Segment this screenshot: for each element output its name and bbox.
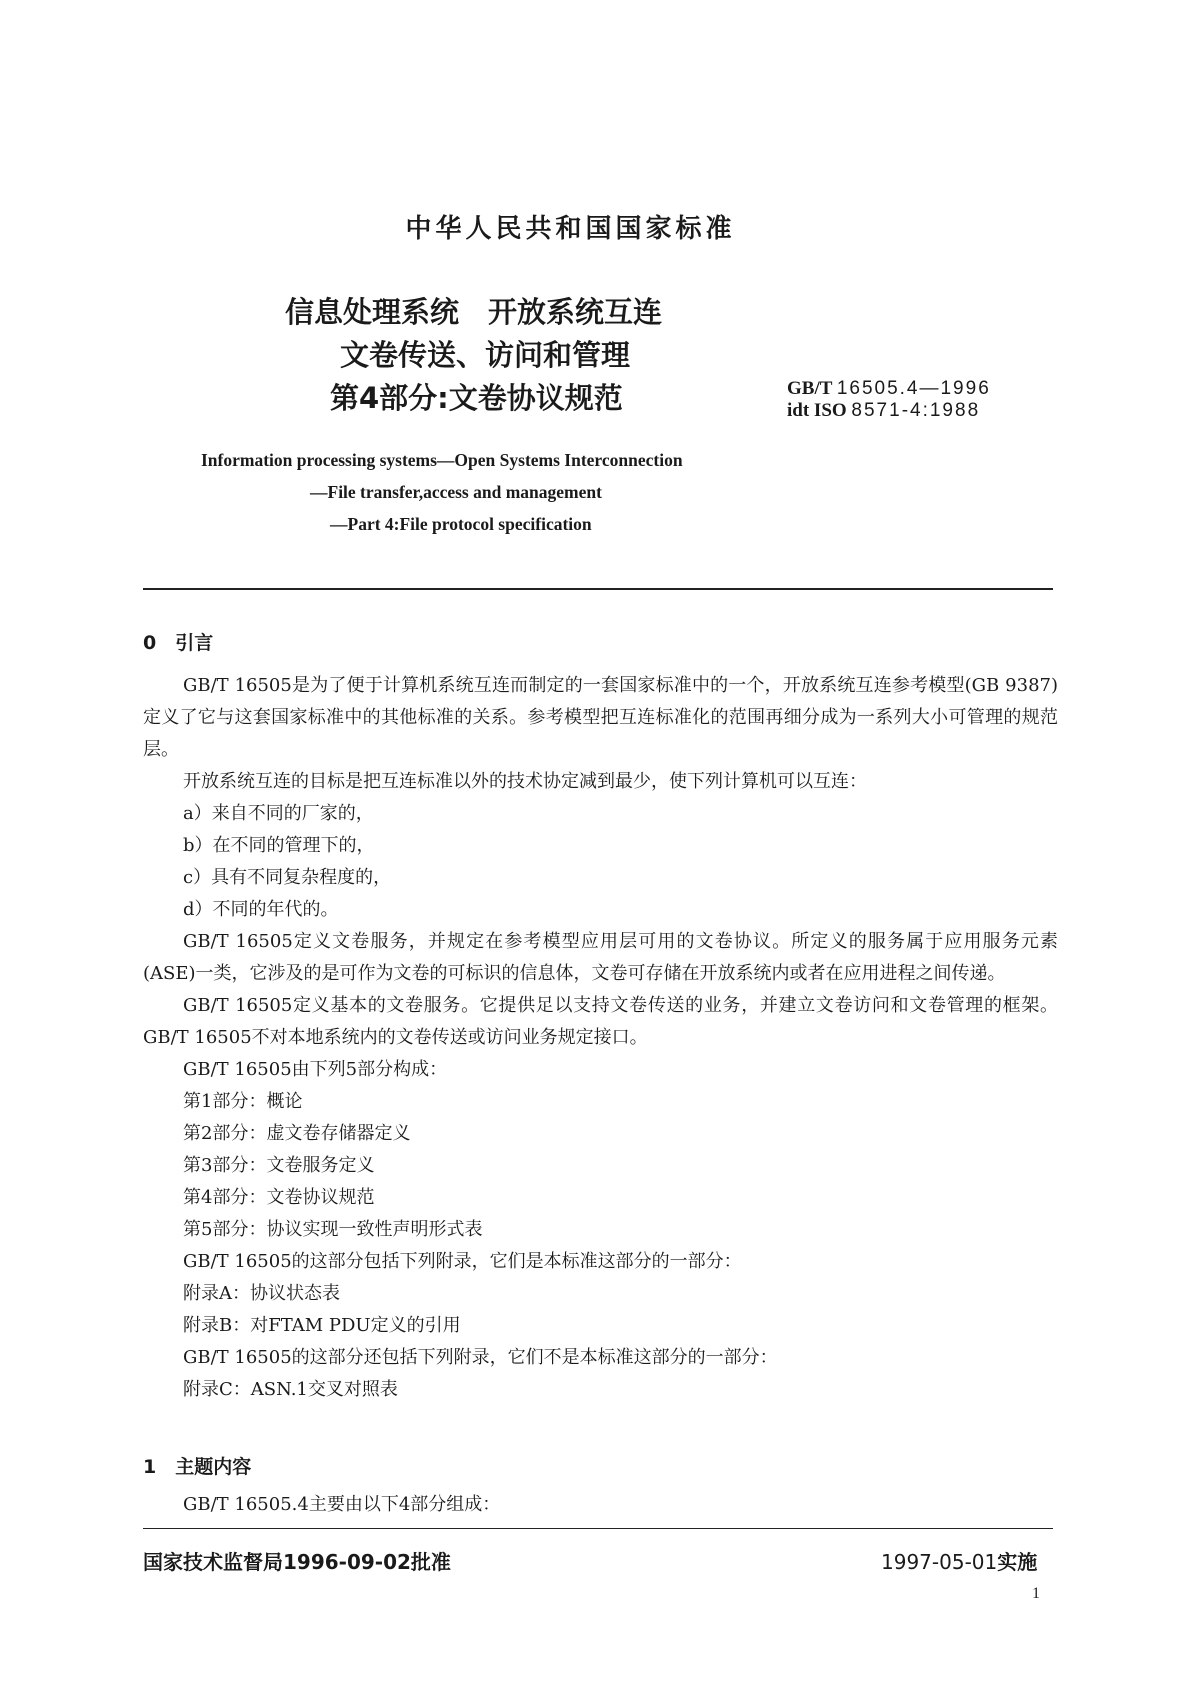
footer-divider <box>143 1528 1053 1529</box>
section-1-heading: 1 主题内容 <box>143 1456 252 1478</box>
section0-line: GB/T 16505的这部分还包括下列附录，它们不是本标准这部分的一部分： <box>183 1347 778 1368</box>
title-en-line-3: —Part 4:File protocol specification <box>330 514 592 534</box>
section0-line: a）来自不同的厂家的， <box>183 803 374 824</box>
section0-line: d）不同的年代的。 <box>183 899 339 920</box>
section0-line: 第1部分：概论 <box>183 1091 303 1112</box>
section-0-heading: 0 引言 <box>143 632 214 654</box>
standard-code: GB/T 16505.4—1996 <box>787 378 991 399</box>
section0-line: GB/T 16505的这部分包括下列附录，它们是本标准这部分的一部分： <box>183 1251 742 1272</box>
section0-line: c）具有不同复杂程度的， <box>183 867 392 888</box>
title-cn-line-1: 信息处理系统 开放系统互连 <box>285 295 663 329</box>
section0-line: 第5部分：协议实现一致性声明形式表 <box>183 1219 483 1240</box>
section0-paragraph: GB/T 16505定义基本的文卷服务。它提供足以支持文卷传送的业务，并建立文卷访问和文卷管理的框架。GB/T 16505不对本地系统内的文卷传送或访问业务规定接口。 <box>143 995 1058 1048</box>
section0-line: 附录C：ASN.1交叉对照表 <box>183 1379 398 1400</box>
effective-date: 1997-05-01 <box>881 1550 998 1574</box>
title-en-line-2: —File transfer,access and management <box>310 482 602 502</box>
effective-note <box>881 1546 1037 1575</box>
country-standard-label: 中华人民共和国国家标准 <box>405 214 736 244</box>
header-divider <box>143 588 1053 590</box>
section-0-body <box>143 670 1058 1406</box>
title-cn-line-3: 第4部分:文卷协议规范 <box>330 381 623 415</box>
title-en-line-1: Information processing systems—Open Systems Interconnection <box>201 450 683 470</box>
section0-line: 附录A：协议状态表 <box>183 1283 340 1304</box>
section0-line: GB/T 16505由下列5部分构成： <box>183 1059 448 1080</box>
approval-note: 国家技术监督局1996-09-02批准 <box>143 1550 451 1574</box>
effective-label: 实施 <box>997 1550 1038 1574</box>
section0-line: b）在不同的管理下的， <box>183 835 375 856</box>
section0-paragraph: 开放系统互连的目标是把互连标准以外的技术协定减到最少，使下列计算机可以互连： <box>183 771 867 792</box>
standard-code-block <box>787 378 991 422</box>
section0-paragraph: GB/T 16505定义文卷服务，并规定在参考模型应用层可用的文卷协议。所定义的服务属于应用服务元素(ASE)一类，它涉及的是可作为文卷的可标识的信息体，文卷可存储在开放系统内或者在应用进程之间传递。 <box>143 931 1058 984</box>
section0-paragraph: GB/T 16505是为了便于计算机系统互连而制定的一套国家标准中的一个，开放系统互连参考模型(GB 9387)定义了它与这套国家标准中的其他标准的关系。参考模型把互连标准化的范围再细分成为一系列大小可管理的规范层。 <box>143 675 1058 760</box>
section0-line: 第4部分：文卷协议规范 <box>183 1187 375 1208</box>
section-1-body <box>143 1489 1058 1521</box>
idt-code: idt ISO 8571-4:1988 <box>787 400 981 421</box>
title-cn-line-2: 文卷传送、访问和管理 <box>340 338 631 372</box>
section0-line: 第2部分：虚文卷存储器定义 <box>183 1123 411 1144</box>
page-number: 1 <box>1032 1585 1040 1602</box>
section0-line: 附录B：对FTAM PDU定义的引用 <box>183 1315 461 1336</box>
section1-line: GB/T 16505.4主要由以下4部分组成： <box>183 1494 501 1515</box>
section0-line: 第3部分：文卷服务定义 <box>183 1155 375 1176</box>
